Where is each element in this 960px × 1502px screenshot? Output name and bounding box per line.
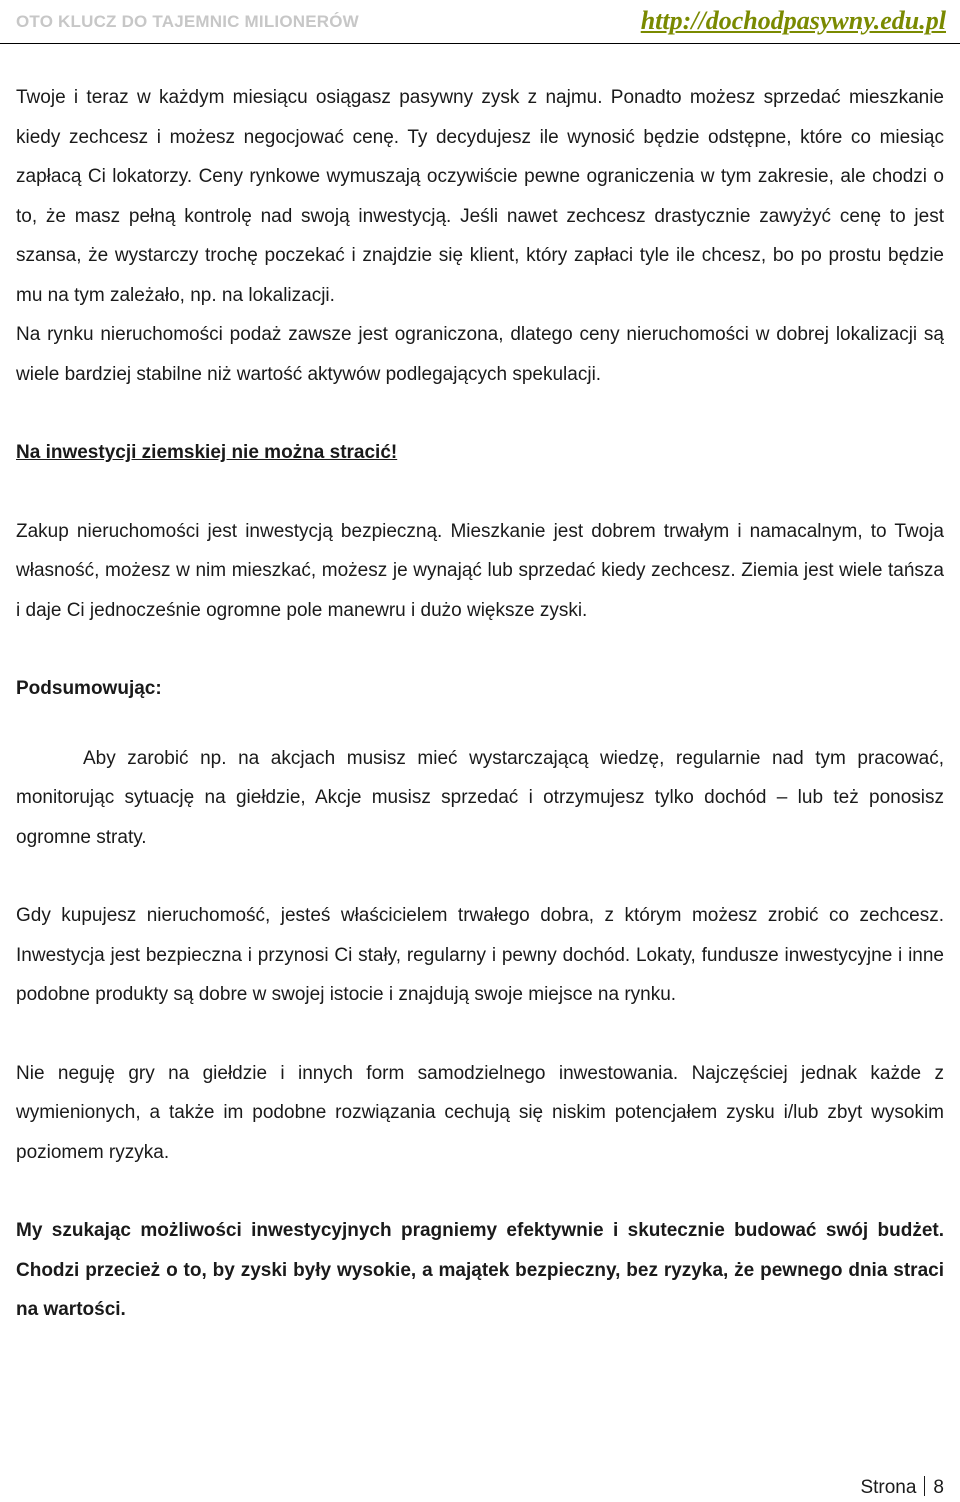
header-url-link[interactable]: http://dochodpasywny.edu.pl xyxy=(640,6,946,35)
page-number: 8 xyxy=(933,1477,944,1498)
paragraph-1: Twoje i teraz w każdym miesiącu osiągasz pasywny zysk z najmu. Ponadto możesz sprzedać mieszkanie kiedy zechcesz i możesz negocjować cenę. Ty decydujesz ile wynosić będzie odstępne, które co miesiąc zapłacą Ci lokatorzy. Ceny rynkowe wymuszają oczywiście pewne ograniczenia w tym zakresie, ale chodzi o to, że masz pełną kontrolę nad swoją inwestycją. Jeśli nawet zechcesz drastycznie zawyżyć cenę to jest szansa, że wystarczy trochę poczekać i znajdzie się klient, który zapłaci tyle ile chcesz, bo po prostu będzie mu na tym zależało, np. na lokalizacji. xyxy=(16,87,944,306)
page-label: Strona xyxy=(860,1477,917,1498)
heading-land-investment: Na inwestycji ziemskiej nie można stracić! xyxy=(16,442,398,463)
paragraph-6: Nie neguję gry na giełdzie i innych form samodzielnego inwestowania. Najczęściej jednak każde z wymienionych, a także im podobne rozwiązania cechują się niskim potencjałem zysku i/lub zbyt wysokim poziomem ryzyka. xyxy=(16,1062,944,1163)
document-body xyxy=(16,78,944,1330)
heading-summary: Podsumowując: xyxy=(16,678,162,699)
footer-divider xyxy=(924,1476,925,1496)
header-title: OTO KLUCZ DO TAJEMNIC MILIONERÓW xyxy=(16,12,359,31)
paragraph-4: Aby zarobić np. na akcjach musisz mieć wystarczającą wiedzę, regularnie nad tym pracować, monitorując sytuację na giełdzie, Akcje musisz sprzedać i otrzymujesz tylko dochód – lub też ponosisz ogromne straty. xyxy=(16,747,944,848)
page-footer xyxy=(860,1476,944,1499)
paragraph-2: Na rynku nieruchomości podaż zawsze jest ograniczona, dlatego ceny nieruchomości w dobrej lokalizacji są wiele bardziej stabilne niż wartość aktywów podlegających spekulacji. xyxy=(16,324,944,385)
page-header xyxy=(0,0,960,44)
paragraph-3: Zakup nieruchomości jest inwestycją bezpieczną. Mieszkanie jest dobrem trwałym i namacalnym, to Twoja własność, możesz w nim mieszkać, możesz je wynająć lub sprzedać kiedy zechcesz. Ziemia jest wiele tańsza i daje Ci jednocześnie ogromne pole manewru i dużo większe zyski. xyxy=(16,520,944,621)
paragraph-7-bold: My szukając możliwości inwestycyjnych pragniemy efektywnie i skutecznie budować swój budżet. Chodzi przecież o to, by zyski były wysokie, a majątek bezpieczny, bez ryzyka, że pewnego dnia straci na wartości. xyxy=(16,1220,944,1320)
paragraph-5: Gdy kupujesz nieruchomość, jesteś właścicielem trwałego dobra, z którym możesz zrobić co zechcesz. Inwestycja jest bezpieczna i przynosi Ci stały, regularny i pewny dochód. Lokaty, fundusze inwestycyjne i inne podobne produkty są dobre w swojej istocie i znajdują swoje miejsce na rynku. xyxy=(16,905,944,1005)
